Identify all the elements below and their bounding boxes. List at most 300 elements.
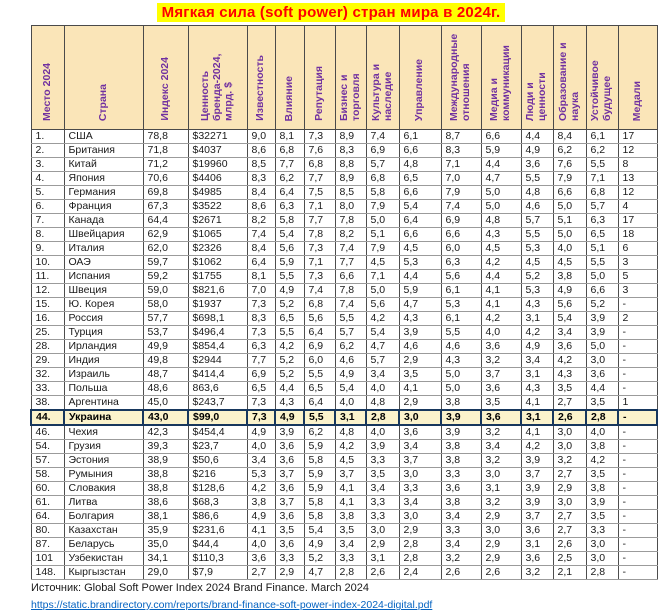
value-cell: 7,4	[441, 200, 481, 214]
value-cell: 5,2	[275, 298, 304, 312]
rank-cell: 58.	[31, 468, 64, 482]
value-cell: 59,7	[143, 256, 188, 270]
value-cell: 8,1	[247, 270, 275, 284]
value-cell: 4,0	[247, 538, 275, 552]
rank-cell: 38.	[31, 396, 64, 411]
value-cell: 3,0	[586, 538, 618, 552]
value-cell: 5,1	[366, 228, 399, 242]
value-cell: 7,9	[366, 242, 399, 256]
rank-cell: 148.	[31, 566, 64, 580]
country-cell: Эстония	[64, 454, 143, 468]
value-cell: 4,5	[335, 454, 366, 468]
country-cell: Германия	[64, 186, 143, 200]
value-cell: 4,4	[586, 382, 618, 396]
value-cell: -	[618, 496, 657, 510]
value-cell: 64,4	[143, 214, 188, 228]
value-cell: -	[618, 354, 657, 368]
table-row	[31, 186, 657, 200]
column-header-label: Страна	[96, 83, 109, 121]
value-cell: 2,7	[553, 524, 586, 538]
value-cell: 5,5	[275, 270, 304, 284]
value-cell: 6,5	[247, 382, 275, 396]
value-cell: 5,0	[366, 214, 399, 228]
value-cell: 6,4	[247, 256, 275, 270]
value-cell: 49,9	[143, 340, 188, 354]
value-cell: 38,1	[143, 510, 188, 524]
value-cell: 3,1	[521, 410, 553, 425]
country-cell: Франция	[64, 200, 143, 214]
value-cell: 2,9	[366, 538, 399, 552]
value-cell: 5,9	[304, 468, 335, 482]
value-cell: 5,6	[441, 270, 481, 284]
value-cell: 2,7	[553, 510, 586, 524]
value-cell: 3,6	[275, 510, 304, 524]
country-cell: Узбекистан	[64, 552, 143, 566]
value-cell: 8,3	[335, 144, 366, 158]
value-cell: 8,9	[335, 172, 366, 186]
value-cell: 35,9	[143, 524, 188, 538]
value-cell: 6,5	[399, 172, 441, 186]
value-cell: 5,3	[521, 284, 553, 298]
value-cell: 3,8	[441, 440, 481, 454]
value-cell: 3,8	[586, 482, 618, 496]
value-cell: 3,4	[247, 454, 275, 468]
value-cell: $4406	[188, 172, 247, 186]
value-cell: 3,8	[247, 496, 275, 510]
rank-cell: 12.	[31, 284, 64, 298]
country-cell: Польша	[64, 382, 143, 396]
value-cell: 6,8	[304, 298, 335, 312]
value-cell: 5,2	[304, 552, 335, 566]
value-cell: 5,8	[304, 496, 335, 510]
value-cell: 4,1	[335, 482, 366, 496]
value-cell: 3,6	[275, 440, 304, 454]
country-cell: США	[64, 130, 143, 144]
value-cell: 4,2	[586, 454, 618, 468]
country-cell: Канада	[64, 214, 143, 228]
rank-cell: 3.	[31, 158, 64, 172]
value-cell: 3	[618, 284, 657, 298]
value-cell: 6,1	[441, 284, 481, 298]
value-cell: 3,5	[399, 368, 441, 382]
value-cell: 8,3	[247, 312, 275, 326]
value-cell: 58,0	[143, 298, 188, 312]
value-cell: 3,9	[586, 496, 618, 510]
value-cell: 6	[618, 242, 657, 256]
value-cell: 5,7	[366, 354, 399, 368]
value-cell: 2,8	[586, 566, 618, 580]
value-cell: 3,3	[275, 552, 304, 566]
table-row	[31, 340, 657, 354]
column-header-label: Индекс 2024	[158, 57, 171, 121]
value-cell: $2326	[188, 242, 247, 256]
country-cell: Литва	[64, 496, 143, 510]
value-cell: 7,1	[586, 172, 618, 186]
value-cell: 7,3	[304, 270, 335, 284]
value-cell: 6,9	[304, 340, 335, 354]
country-cell: Испания	[64, 270, 143, 284]
value-cell: 4,3	[553, 368, 586, 382]
value-cell: $698,1	[188, 312, 247, 326]
value-cell: 5,3	[247, 468, 275, 482]
rank-cell: 87.	[31, 538, 64, 552]
value-cell: 3,6	[247, 552, 275, 566]
value-cell: 3,0	[399, 410, 441, 425]
rank-cell: 25.	[31, 326, 64, 340]
value-cell: 67,3	[143, 200, 188, 214]
source-link[interactable]: https://static.brandirectory.com/reports/brand-finance-soft-power-index-2024-digital.pdf	[31, 599, 433, 611]
value-cell: 5,4	[366, 326, 399, 340]
value-cell: 5,0	[553, 200, 586, 214]
table-row	[31, 354, 657, 368]
value-cell: 4,1	[481, 284, 521, 298]
value-cell: -	[618, 552, 657, 566]
column-header	[247, 26, 275, 130]
value-cell: 2,6	[481, 566, 521, 580]
table-row	[31, 228, 657, 242]
value-cell: 2,8	[399, 538, 441, 552]
value-cell: 7,0	[441, 172, 481, 186]
value-cell: 3,8	[335, 510, 366, 524]
value-cell: 3,1	[521, 538, 553, 552]
column-header-label: Международные отношения	[448, 33, 472, 121]
value-cell: 3,6	[399, 425, 441, 440]
value-cell: 3	[618, 256, 657, 270]
source-note: Источник: Global Soft Power Index 2024 Brand Finance. March 2024	[31, 582, 370, 594]
table-row	[31, 454, 657, 468]
rank-cell: 5.	[31, 186, 64, 200]
value-cell: 6,6	[481, 130, 521, 144]
country-cell: Швейцария	[64, 228, 143, 242]
column-header	[304, 26, 335, 130]
value-cell: 12	[618, 186, 657, 200]
value-cell: 5,0	[481, 186, 521, 200]
rank-cell: 32.	[31, 368, 64, 382]
value-cell: 4,1	[521, 396, 553, 411]
value-cell: 3,5	[586, 510, 618, 524]
column-header	[143, 26, 188, 130]
value-cell: 6,6	[335, 270, 366, 284]
value-cell: 4,3	[399, 312, 441, 326]
value-cell: 3,4	[399, 440, 441, 454]
value-cell: $821,6	[188, 284, 247, 298]
value-cell: 38,8	[143, 468, 188, 482]
value-cell: 69,8	[143, 186, 188, 200]
value-cell: 6,1	[399, 130, 441, 144]
value-cell: $231,6	[188, 524, 247, 538]
value-cell: 7,3	[247, 410, 275, 425]
value-cell: 7,3	[247, 298, 275, 312]
value-cell: 3,4	[441, 538, 481, 552]
value-cell: 6,2	[275, 172, 304, 186]
value-cell: 5,0	[586, 270, 618, 284]
country-cell: Китай	[64, 158, 143, 172]
value-cell: 5,8	[366, 186, 399, 200]
rank-cell: 11.	[31, 270, 64, 284]
value-cell: 2,9	[481, 510, 521, 524]
value-cell: 3,9	[441, 425, 481, 440]
value-cell: 4,0	[553, 242, 586, 256]
value-cell: 3,7	[335, 468, 366, 482]
rank-cell: 1.	[31, 130, 64, 144]
value-cell: 7,9	[366, 200, 399, 214]
value-cell: $3522	[188, 200, 247, 214]
value-cell: 4,1	[399, 382, 441, 396]
value-cell: 7,0	[247, 284, 275, 298]
value-cell: 4	[618, 200, 657, 214]
value-cell: $243,7	[188, 396, 247, 411]
table-row	[31, 496, 657, 510]
value-cell: 4,2	[481, 256, 521, 270]
value-cell: 5,6	[366, 298, 399, 312]
value-cell: $854,4	[188, 340, 247, 354]
table-row	[31, 312, 657, 326]
value-cell: 5,5	[586, 158, 618, 172]
column-header-label: Устойчивое будущее	[589, 60, 613, 121]
value-cell: $4037	[188, 144, 247, 158]
value-cell: 8,4	[247, 186, 275, 200]
value-cell: 4,3	[441, 354, 481, 368]
value-cell: 2,8	[586, 410, 618, 425]
value-cell: 4,0	[481, 326, 521, 340]
value-cell: 7,3	[247, 326, 275, 340]
value-cell: $496,4	[188, 326, 247, 340]
value-cell: 6,9	[366, 144, 399, 158]
value-cell: 4,1	[335, 496, 366, 510]
value-cell: 2	[618, 312, 657, 326]
value-cell: $414,4	[188, 368, 247, 382]
value-cell: $216	[188, 468, 247, 482]
value-cell: 3,8	[441, 496, 481, 510]
value-cell: 38,8	[143, 482, 188, 496]
value-cell: 4,0	[366, 425, 399, 440]
value-cell: 4,8	[521, 186, 553, 200]
value-cell: 70,6	[143, 172, 188, 186]
value-cell: 3,0	[586, 354, 618, 368]
value-cell: 5,4	[304, 524, 335, 538]
value-cell: 12	[618, 144, 657, 158]
value-cell: 3,6	[481, 410, 521, 425]
column-header-label: Влияние	[282, 75, 295, 121]
value-cell: 6,2	[335, 340, 366, 354]
rank-cell: 80.	[31, 524, 64, 538]
value-cell: 3,6	[275, 482, 304, 496]
value-cell: 8,4	[553, 130, 586, 144]
column-header-label: Известность	[254, 55, 267, 121]
table-row	[31, 158, 657, 172]
column-header	[521, 26, 553, 130]
value-cell: 5,2	[521, 270, 553, 284]
value-cell: 4,5	[399, 242, 441, 256]
value-cell: 3,4	[366, 482, 399, 496]
value-cell: 7,1	[304, 200, 335, 214]
value-cell: 38,6	[143, 496, 188, 510]
value-cell: 48,7	[143, 368, 188, 382]
value-cell: 5,7	[586, 200, 618, 214]
value-cell: -	[618, 340, 657, 354]
value-cell: 5,3	[399, 256, 441, 270]
column-header	[618, 26, 657, 130]
column-header-label: Место 2024	[40, 63, 53, 121]
value-cell: 6,0	[441, 242, 481, 256]
rank-cell: 4.	[31, 172, 64, 186]
column-header	[64, 26, 143, 130]
value-cell: 4,1	[481, 298, 521, 312]
value-cell: $454,4	[188, 425, 247, 440]
value-cell: 4,5	[553, 256, 586, 270]
value-cell: 3,9	[586, 312, 618, 326]
table-row	[31, 172, 657, 186]
value-cell: 3,3	[366, 496, 399, 510]
table-row	[31, 382, 657, 396]
value-cell: 3,0	[553, 440, 586, 454]
value-cell: 4,0	[335, 396, 366, 411]
country-cell: Британия	[64, 144, 143, 158]
table-row	[31, 524, 657, 538]
value-cell: 6,8	[304, 158, 335, 172]
column-header	[335, 26, 366, 130]
rank-cell: 16.	[31, 312, 64, 326]
value-cell: $68,3	[188, 496, 247, 510]
country-cell: Ирландия	[64, 340, 143, 354]
value-cell: 4,2	[521, 440, 553, 454]
value-cell: 5,5	[275, 326, 304, 340]
value-cell: 13	[618, 172, 657, 186]
value-cell: 5,2	[275, 354, 304, 368]
value-cell: 4,9	[335, 368, 366, 382]
value-cell: 6,8	[586, 186, 618, 200]
value-cell: 3,6	[553, 340, 586, 354]
value-cell: 3,7	[521, 510, 553, 524]
value-cell: 7,8	[335, 284, 366, 298]
value-cell: 5,0	[441, 382, 481, 396]
value-cell: 5,3	[441, 298, 481, 312]
value-cell: 3,4	[481, 440, 521, 454]
value-cell: 8,9	[335, 130, 366, 144]
value-cell: 5,1	[553, 214, 586, 228]
value-cell: 3,6	[586, 368, 618, 382]
column-header-label: Ценность бренда-2024, млрд. $	[198, 53, 235, 121]
value-cell: 3,9	[366, 440, 399, 454]
rank-cell: 46.	[31, 425, 64, 440]
value-cell: 7,4	[366, 130, 399, 144]
value-cell: 3,3	[586, 524, 618, 538]
country-cell: Словакия	[64, 482, 143, 496]
value-cell: 3,9	[586, 326, 618, 340]
value-cell: 3,3	[366, 510, 399, 524]
column-header-label: Образование и наука	[556, 42, 581, 121]
value-cell: 3,2	[481, 425, 521, 440]
value-cell: 6,8	[366, 172, 399, 186]
value-cell: 3,5	[553, 382, 586, 396]
value-cell: 2,6	[366, 566, 399, 580]
value-cell: 3,0	[553, 425, 586, 440]
value-cell: 3,5	[335, 524, 366, 538]
value-cell: 48,6	[143, 382, 188, 396]
value-cell: 35,0	[143, 538, 188, 552]
column-header	[553, 26, 586, 130]
value-cell: 3,9	[521, 482, 553, 496]
value-cell: 5,4	[275, 228, 304, 242]
column-header	[481, 26, 521, 130]
value-cell: $19960	[188, 158, 247, 172]
value-cell: 3,5	[366, 468, 399, 482]
value-cell: 6,6	[441, 228, 481, 242]
value-cell: 3,3	[399, 482, 441, 496]
value-cell: 5	[618, 270, 657, 284]
value-cell: 45,0	[143, 396, 188, 411]
value-cell: $7,9	[188, 566, 247, 580]
value-cell: 3,0	[553, 496, 586, 510]
value-cell: 6,2	[304, 425, 335, 440]
value-cell: 2,6	[553, 410, 586, 425]
value-cell: 5,7	[366, 158, 399, 172]
table-row	[31, 200, 657, 214]
rank-cell: 61.	[31, 496, 64, 510]
value-cell: 3,4	[399, 496, 441, 510]
value-cell: 6,8	[275, 144, 304, 158]
value-cell: 2,5	[553, 552, 586, 566]
column-header-label: Культура и наследие	[369, 63, 394, 121]
value-cell: -	[618, 482, 657, 496]
table-row	[31, 396, 657, 411]
column-header	[399, 26, 441, 130]
table-row	[31, 440, 657, 454]
value-cell: 6,3	[247, 340, 275, 354]
value-cell: 3,9	[275, 425, 304, 440]
value-cell: 2,6	[553, 538, 586, 552]
value-cell: $2944	[188, 354, 247, 368]
rank-cell: 8.	[31, 228, 64, 242]
value-cell: 2,9	[481, 538, 521, 552]
value-cell: 5,8	[304, 454, 335, 468]
value-cell: 4,2	[553, 354, 586, 368]
country-cell: Швеция	[64, 284, 143, 298]
table-head-row	[31, 26, 657, 130]
value-cell: 4,3	[521, 298, 553, 312]
value-cell: 7,3	[304, 242, 335, 256]
value-cell: 5,5	[304, 368, 335, 382]
value-cell: 5,0	[553, 228, 586, 242]
value-cell: 5,5	[304, 410, 335, 425]
rank-cell: 29.	[31, 354, 64, 368]
value-cell: 71,2	[143, 158, 188, 172]
value-cell: 5,5	[521, 228, 553, 242]
value-cell: 4,7	[481, 172, 521, 186]
value-cell: 59,2	[143, 270, 188, 284]
value-cell: 6,5	[586, 228, 618, 242]
value-cell: 7,7	[304, 214, 335, 228]
value-cell: -	[618, 382, 657, 396]
value-cell: -	[618, 524, 657, 538]
value-cell: 3,6	[275, 454, 304, 468]
value-cell: 3,6	[441, 482, 481, 496]
value-cell: $50,6	[188, 454, 247, 468]
value-cell: 4,0	[586, 425, 618, 440]
table-row	[31, 552, 657, 566]
value-cell: 5,1	[586, 242, 618, 256]
value-cell: 4,9	[553, 284, 586, 298]
value-cell: 6,3	[275, 200, 304, 214]
value-cell: 3,6	[481, 382, 521, 396]
value-cell: 7,8	[304, 228, 335, 242]
country-cell: Казахстан	[64, 524, 143, 538]
value-cell: 7,9	[441, 186, 481, 200]
value-cell: $4985	[188, 186, 247, 200]
table-row	[31, 270, 657, 284]
rank-cell: 33.	[31, 382, 64, 396]
value-cell: 8,8	[335, 158, 366, 172]
